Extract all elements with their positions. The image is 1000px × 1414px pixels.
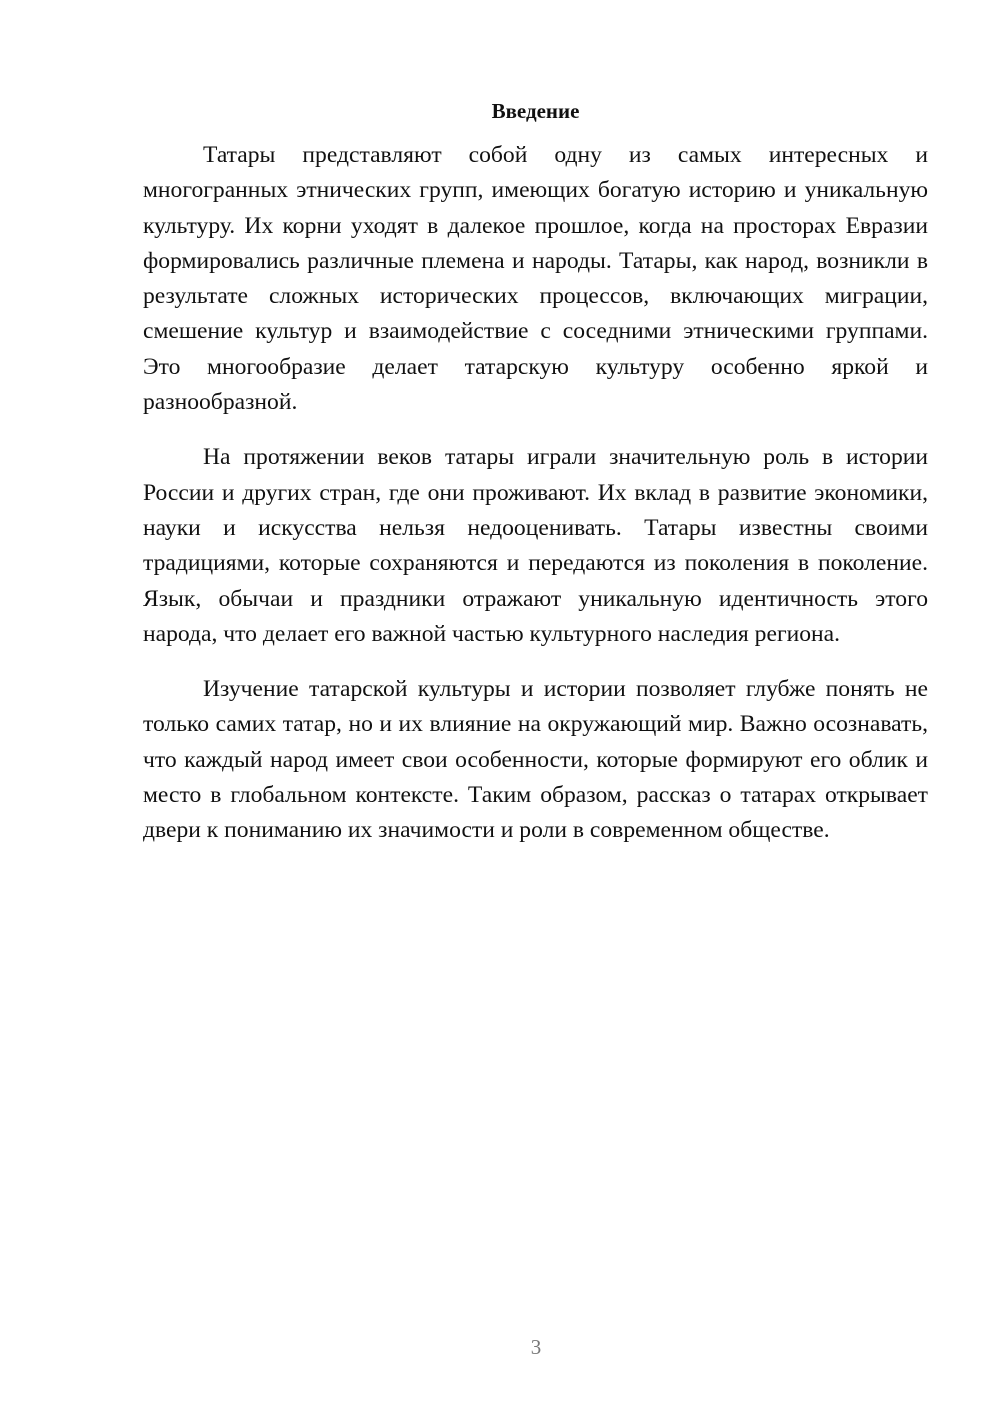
page-content (143, 96, 928, 849)
paragraph-2: На протяжении веков татары играли значительную роль в истории России и других стран, где они проживают. Их вклад в развитие экономики, науки и искусства нельзя недооценивать. Татары известны своими традициями, которые сохраняются и передаются из поколения в поколение. Язык, обычаи и праздники отражают уникальную идентичность этого народа, что делает его важной частью культурного наследия региона. (143, 444, 928, 647)
heading-spacer (143, 126, 928, 138)
paragraph-1: Татары представляют собой одну из самых интересных и многогранных этнических групп, имеющих богатую историю и уникальную культуру. Их корни уходят в далекое прошлое, когда на просторах Евразии формировались различные племена и народы. Татары, как народ, возникли в результате сложных исторических процессов, включающих миграции, смешение культур и взаимодействие с соседними этническими группами. Это многообразие делает татарскую культуру особенно яркой и разнообразной. (143, 142, 928, 416)
page-number: 3 (530, 1335, 542, 1359)
section-heading: Введение (491, 99, 580, 123)
paragraph-spacer (143, 652, 928, 672)
paragraph-3: Изучение татарской культуры и истории позволяет глубже понять не только самих татар, но и их влияние на окружающий мир. Важно осознавать, что каждый народ имеет свои особенности, которые формируют его облик и место в глобальном контексте. Таким образом, рассказ о татарах открывает двери к пониманию их значимости и роли в современном обществе. (143, 676, 928, 844)
paragraph-spacer (143, 420, 928, 440)
